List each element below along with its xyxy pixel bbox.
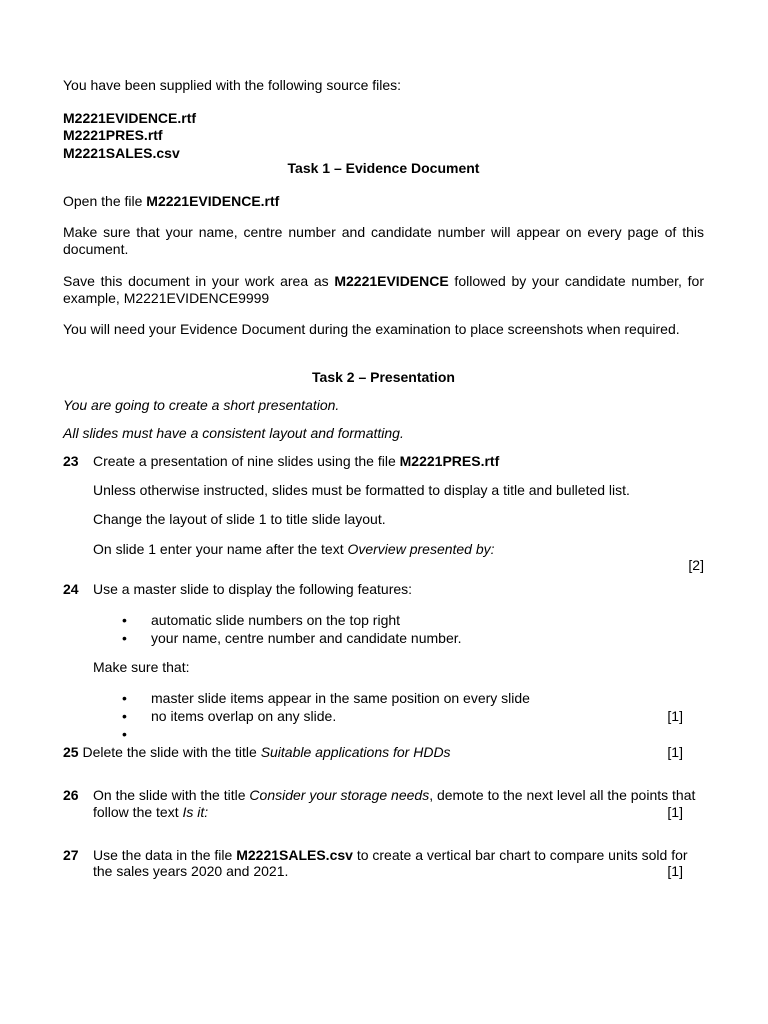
question-25-number: 25 <box>63 744 79 760</box>
q24-bullet-3: master slide items appear in the same position on every slide <box>151 690 530 706</box>
question-25 <box>63 744 704 761</box>
file-pres: M2221PRES.rtf <box>63 127 163 143</box>
q27-l1-suffix: to create a vertical bar chart to compare units sold for <box>352 847 688 863</box>
question-24-mark: [1] <box>667 708 683 724</box>
question-23-para-4 <box>93 541 704 558</box>
q23-para4-ital: Overview presented by: <box>347 541 495 557</box>
question-26-line-1 <box>93 787 704 804</box>
question-24-make-sure: Make sure that: <box>93 659 190 675</box>
task1-open-instruction <box>63 193 704 210</box>
task1-heading: Task 1 – Evidence Document <box>287 160 480 176</box>
task1-open-file: M2221EVIDENCE.rtf <box>146 193 280 209</box>
task2-intro-1: You are going to create a short presentation. <box>63 397 340 413</box>
q23-file: M2221PRES.rtf <box>399 453 500 469</box>
question-27-mark: [1] <box>667 863 683 879</box>
q26-l1-prefix: On the slide with the title <box>93 787 250 803</box>
task1-header-instruction: Make sure that your name, centre number and candidate number will appear on every page of this document. <box>63 224 704 257</box>
task1-save-prefix: Save this document in your work area as <box>63 273 335 289</box>
q27-l1-file: M2221SALES.csv <box>236 847 353 863</box>
file-sales: M2221SALES.csv <box>63 145 180 161</box>
task2-intro-2: All slides must have a consistent layout and formatting. <box>63 425 404 441</box>
task1-need-instruction: You will need your Evidence Document during the examination to place screenshots when required. <box>63 321 680 337</box>
question-23-number: 23 <box>63 453 79 469</box>
question-27-line-1 <box>93 847 704 864</box>
bullet-marker: • <box>122 630 127 646</box>
question-23-text <box>93 453 704 470</box>
task1-save-instruction <box>63 273 704 307</box>
q25-ital: Suitable applications for HDDs <box>260 744 451 760</box>
bullet-marker: • <box>122 612 127 628</box>
bullet-marker: • <box>122 690 127 706</box>
question-25-mark: [1] <box>667 744 683 760</box>
q24-bullet-2: your name, centre number and candidate number. <box>151 630 462 646</box>
question-26-number: 26 <box>63 787 79 803</box>
q26-l1-ital: Consider your storage needs <box>249 787 430 803</box>
question-23-mark: [2] <box>688 557 704 573</box>
q26-l2-prefix: follow the text <box>93 804 183 820</box>
question-23-para-2: Unless otherwise instructed, slides must be formatted to display a title and bulleted list. <box>93 482 630 498</box>
q23-prefix: Create a presentation of nine slides using the file <box>93 453 400 469</box>
task1-save-suffix: followed by your candidate number, for example, M2221EVIDENCE9999 <box>63 273 704 306</box>
task1-save-name: M2221EVIDENCE <box>334 273 449 289</box>
bullet-marker: • <box>122 708 127 724</box>
question-27-line-2: the sales years 2020 and 2021. <box>93 863 289 879</box>
q27-l1-prefix: Use the data in the file <box>93 847 237 863</box>
q24-bullet-1: automatic slide numbers on the top right <box>151 612 401 628</box>
file-evidence: M2221EVIDENCE.rtf <box>63 110 197 126</box>
q23-para4-prefix: On slide 1 enter your name after the text <box>93 541 348 557</box>
question-27-number: 27 <box>63 847 79 863</box>
question-24-number: 24 <box>63 581 79 597</box>
question-24-text: Use a master slide to display the following features: <box>93 581 413 597</box>
task2-heading: Task 2 – Presentation <box>312 369 455 385</box>
q24-bullet-4: no items overlap on any slide. <box>151 708 337 724</box>
bullet-marker: • <box>122 726 127 742</box>
task1-open-prefix: Open the file <box>63 193 147 209</box>
question-26-line-2 <box>93 804 704 821</box>
q26-l2-ital: Is it: <box>182 804 209 820</box>
q26-l1-suffix: , demote to the next level all the points that <box>429 787 696 803</box>
supplied-files-intro: You have been supplied with the following source files: <box>63 77 402 93</box>
question-23-para-3: Change the layout of slide 1 to title slide layout. <box>93 511 386 527</box>
q25-prefix: Delete the slide with the title <box>82 744 261 760</box>
question-26-mark: [1] <box>667 804 683 820</box>
